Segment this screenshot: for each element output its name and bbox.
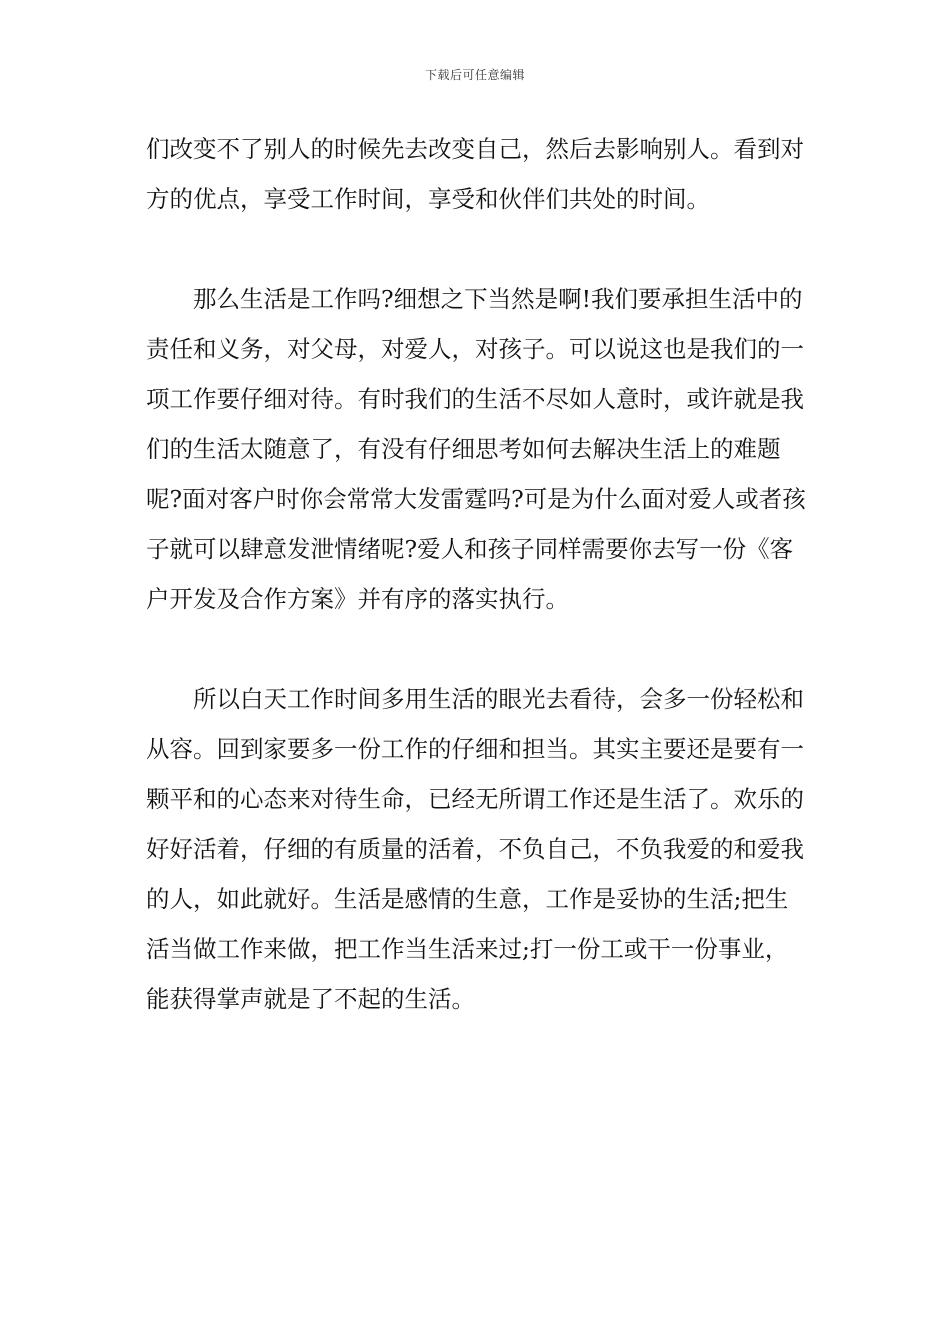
paragraph-1: 们改变不了别人的时候先去改变自己，然后去影响别人。看到对方的优点，享受工作时间，享受和伙伴们共处的时间。 [146,135,804,213]
header-note: 下载后可任意编辑 [424,68,525,82]
paragraph-2: 那么生活是工作吗?细想之下当然是啊!我们要承担生活中的责任和义务，对父母，对爱人，对孩子。可以说这也是我们的一项工作要仔细对待。有时我们的生活不尽如人意时，或许就是我们的生活太随意了，有没有仔细思考如何去解决生活上的难题呢?面对客户时你会常常大发雷霆吗?可是为什么面对爱人或者孩子就可以肆意发泄情绪呢?爱人和孩子同样需要你去写一份《客户开发及合作方案》并有序的落实执行。 [146,285,806,613]
paragraph-3: 所以白天工作时间多用生活的眼光去看待，会多一份轻松和从容。回到家要多一份工作的仔细和担当。其实主要还是要有一颗平和的心态来对待生命，已经无所谓工作还是生活了。欢乐的好好活着，仔细的有质量的活着，不负自己，不负我爱的和爱我的人，如此就好。生活是感情的生意，工作是妥协的生活;把生活当做工作来做，把工作当生活来过;打一份工或干一份事业，能获得掌声就是了不起的生活。 [146,685,804,1013]
document-body [146,124,806,1024]
